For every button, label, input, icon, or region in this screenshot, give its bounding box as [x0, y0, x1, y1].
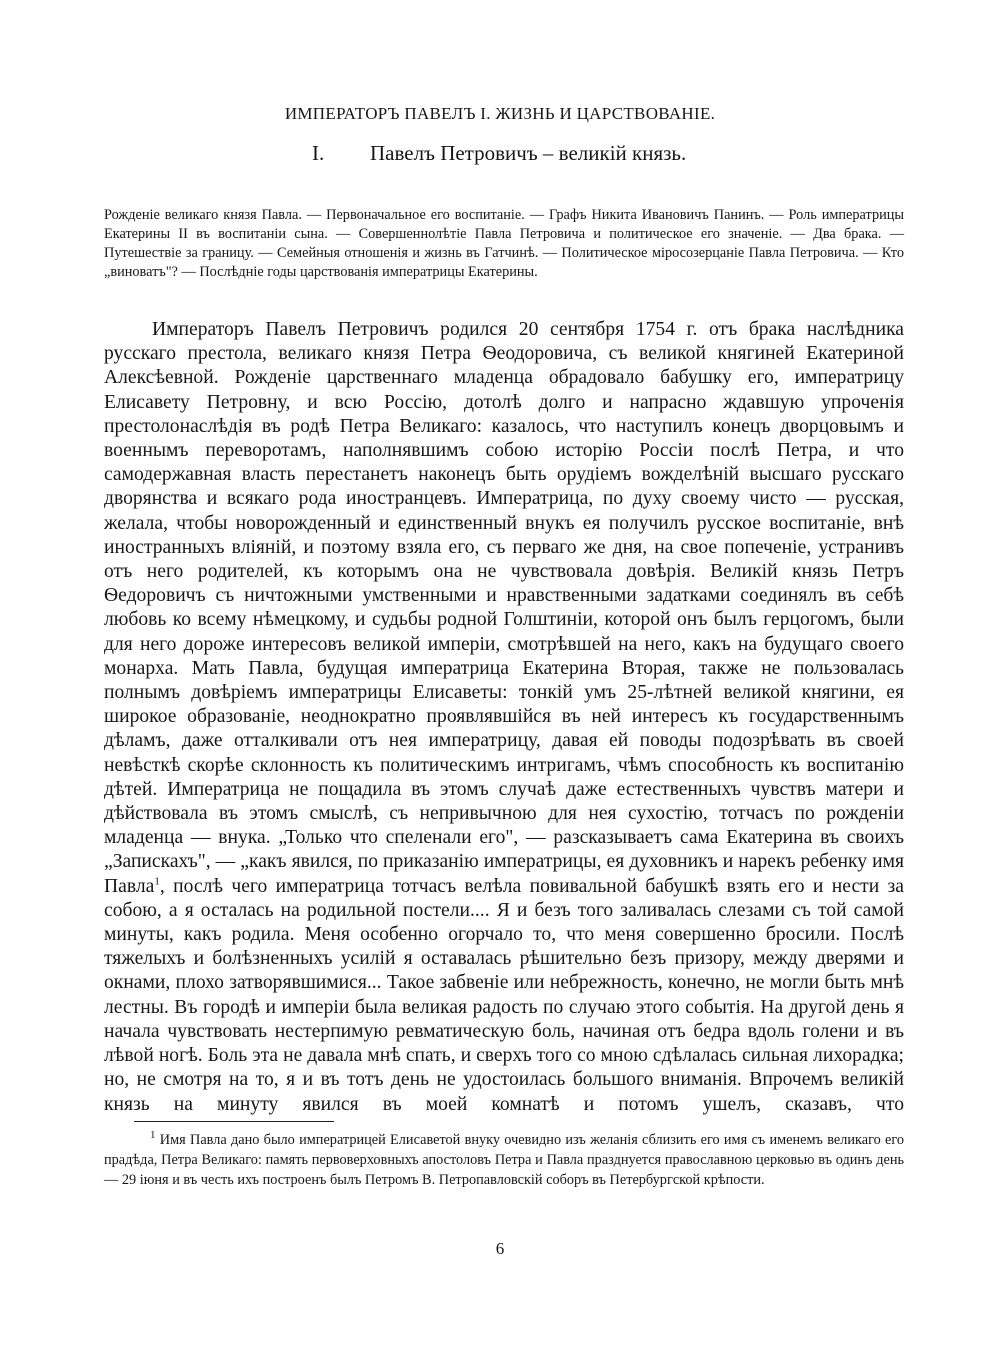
paragraph-text-after-note: , послѣ чего императрица тотчасъ велѣла повивальной бабушкѣ взять его и нести за собою, а я осталась на родильной постели.... Я и безъ того заливалась слезами съ той самой минуты, какъ родила. Меня особенно огорчало то, что меня совершенно бросили. Послѣ тяжелыхъ и болѣзненныхъ усилiй я оставалась рѣшительно безъ призору, между дверями и окнами, плохо затворявшимися... Такое забвенiе или небрежность, конечно, не могли быть мнѣ лестны. Въ городѣ и имперiи была великая радость по случаю этого событiя. На другой день я начала чувствовать нестерпимую ревматическую боль, начиная отъ бедра вдоль голени и въ лѣвой ногѣ. Боль эта не давала мнѣ спать, и сверхъ того со мною сдѣлалась сильная лихорадка; но, не смотря на то, я и въ тотъ день не удостоилась большого вниманiя. Впрочемъ великiй князь на минуту явился въ моей комнатѣ и потомъ ушелъ, сказавъ, что — [104, 875, 904, 1115]
page-number: 6 — [495, 1239, 505, 1258]
chapter-number: I. — [312, 141, 325, 165]
footnote-divider — [134, 1121, 334, 1122]
chapter-summary: Рожденiе великаго князя Павла. — Первоначальное его воспитанiе. — Графъ Никита Ивановичъ Панинъ. — Роль императрицы Екатерины II въ воспитанiи сына. — Совершеннолѣтiе Павла Петровича и политическое его значенiе. — Два брака. — Путешествiе за границу. — Семейныя отношенiя и жизнь въ Гатчинѣ. — Политическое мiросозерцанiе Павла Петровича. — Кто „виноватъ"? — Послѣднiе годы царствованiя императрицы Екатерины. — [104, 207, 904, 280]
chapter-heading — [312, 141, 686, 166]
main-text — [104, 318, 904, 1117]
footnote-text: Имя Павла дано было императрицей Елисаветой внуку очевидно изъ желанiя сблизить его имя съ именемъ великаго его прадѣда, Петра Великаго: память первоверховныхъ апостоловъ Петра и Павла празднуется православною церковью въ одинъ день — 29 iюня и въ честь ихъ построенъ былъ Петромъ В. Петропавловскiй соборъ въ Петербургской крѣпости. — [104, 1132, 904, 1188]
footnote-reference[interactable]: 1 — [154, 875, 160, 888]
paragraph-text-before-note: Императоръ Павелъ Петровичъ родился 20 сентября 1754 г. отъ брака наслѣдника русскаго престола, великаго князя Петра Ѳеодоровича, съ великой княгиней Екатериной Алексѣевной. Рожденiе царственнаго младенца обрадовало бабушку его, императрицу Елисавету Петровну, и всю Россiю, дотолѣ долго и напрасно ждавшую упроченiя престолонаслѣдiя въ родѣ Петра Великаго: казалось, что наступилъ конецъ дворцовымъ и военнымъ переворотамъ, наполнявшимъ собою исторiю Россiи послѣ Петра, и что самодержавная власть перестанетъ наконецъ быть орудiемъ вожделѣнiй высшаго русскаго дворянства и всякаго рода иностранцевъ. Императрица, по духу своему чисто — русская, желала, чтобы новорожденный и единственный внукъ ея получилъ русское воспитанiе, внѣ иностранныхъ влiянiй, и поэтому взяла его, съ перваго же дня, на свое попеченiе, устранивъ отъ него родителей, къ которымъ она не чувствовала довѣрiя. Великiй князь Петръ Ѳедоровичъ съ ничтожными умственными и нравственными задатками соединялъ въ себѣ любовь ко всему нѣмецкому, и судьбы родной Голштинiи, которой онъ былъ герцогомъ, были для него дороже интересовъ великой имперiи, смотрѣвшей на него, какъ на будущаго своего монарха. Мать Павла, будущая императрица Екатерина Вторая, также не пользовалась полнымъ довѣрiемъ императрицы Елисаветы: тонкiй умъ 25-лѣтней великой княгини, ея широкое образованiе, неоднократно проявлявшiйся въ ней интересъ къ государственнымъ дѣламъ, даже отталкивали отъ нея императрицу, давая ей поводы подозрѣвать въ своей невѣсткѣ скорѣе склонность къ политическимъ интригамъ, чѣмъ способность къ воспитанiю дѣтей. Императрица не пощадила въ этомъ случаѣ даже естественныхъ чувствъ матери и дѣйствовала въ этомъ смыслѣ, съ непривычною для нея сухостiю, тотчасъ по рожденiи младенца — внука. „Только что спеленали его", — разсказываетъ сама Екатерина въ своихъ „Запискахъ", — „какъ явился, по приказанiю императрицы, ея духовникъ и нарекъ ребенку имя Павла — [104, 319, 904, 897]
footnote — [104, 1130, 904, 1190]
footnote-marker: 1 — [150, 1129, 156, 1142]
chapter-title: Павелъ Петровичъ – великiй князь. — [370, 141, 687, 165]
running-title: ИМПЕРАТОРЪ ПАВЕЛЪ I. ЖИЗНЬ И ЦАРСТВОВАНIЕ. — [284, 104, 716, 123]
paragraph — [104, 318, 904, 1117]
